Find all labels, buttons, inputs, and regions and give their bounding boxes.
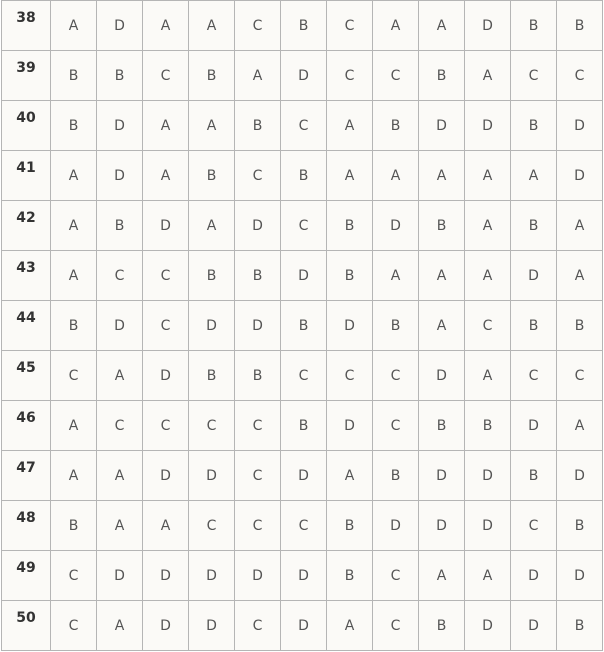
answer-cell: D: [143, 201, 189, 251]
answer-cell: B: [327, 201, 373, 251]
table-row: [2, 1, 603, 51]
question-number: 42: [2, 201, 51, 251]
answer-cell: C: [235, 151, 281, 201]
answer-cell: D: [557, 451, 603, 501]
answer-cell: C: [189, 501, 235, 551]
answer-cell: A: [557, 251, 603, 301]
table-row: [2, 551, 603, 601]
answer-cell: C: [51, 601, 97, 651]
answer-cell: B: [189, 251, 235, 301]
answer-cell: A: [327, 101, 373, 151]
answer-cell: A: [51, 1, 97, 51]
answer-cell: A: [143, 101, 189, 151]
answer-cell: D: [97, 101, 143, 151]
answer-cell: C: [143, 51, 189, 101]
answer-cell: C: [511, 351, 557, 401]
answer-cell: B: [327, 551, 373, 601]
question-number: 39: [2, 51, 51, 101]
answer-cell: B: [281, 401, 327, 451]
answer-cell: B: [419, 201, 465, 251]
question-number: 50: [2, 601, 51, 651]
answer-cell: D: [143, 601, 189, 651]
answer-cell: D: [143, 351, 189, 401]
answer-cell: B: [419, 401, 465, 451]
answer-cell: B: [511, 201, 557, 251]
answer-cell: C: [373, 551, 419, 601]
answer-cell: A: [189, 101, 235, 151]
answer-cell: B: [557, 601, 603, 651]
answer-cell: D: [281, 51, 327, 101]
question-number: 38: [2, 1, 51, 51]
answer-cell: A: [51, 251, 97, 301]
answer-cell: D: [511, 251, 557, 301]
answer-cell: C: [327, 1, 373, 51]
answer-cell: D: [97, 151, 143, 201]
table-row: [2, 601, 603, 651]
answer-cell: C: [511, 501, 557, 551]
answer-cell: B: [51, 51, 97, 101]
table-row: [2, 451, 603, 501]
answer-cell: D: [189, 301, 235, 351]
answer-cell: B: [97, 201, 143, 251]
answer-cell: D: [465, 1, 511, 51]
answer-cell: B: [373, 101, 419, 151]
answer-cell: A: [51, 451, 97, 501]
answer-cell: C: [189, 401, 235, 451]
answer-cell: D: [419, 101, 465, 151]
answer-cell: D: [235, 551, 281, 601]
table-row: [2, 501, 603, 551]
answer-cell: A: [51, 201, 97, 251]
answer-cell: D: [557, 101, 603, 151]
answer-cell: D: [511, 601, 557, 651]
answer-cell: A: [419, 251, 465, 301]
answer-cell: A: [419, 301, 465, 351]
answer-cell: C: [373, 51, 419, 101]
answer-cell: D: [327, 401, 373, 451]
answer-cell: D: [97, 551, 143, 601]
answer-key-table: [1, 0, 603, 651]
answer-cell: C: [281, 351, 327, 401]
answer-cell: C: [97, 251, 143, 301]
answer-cell: C: [51, 551, 97, 601]
answer-cell: A: [373, 151, 419, 201]
answer-cell: D: [511, 551, 557, 601]
question-number: 44: [2, 301, 51, 351]
answer-cell: B: [465, 401, 511, 451]
answer-cell: B: [189, 351, 235, 401]
question-number: 43: [2, 251, 51, 301]
question-number: 41: [2, 151, 51, 201]
answer-cell: C: [557, 351, 603, 401]
answer-cell: C: [143, 301, 189, 351]
answer-cell: A: [419, 1, 465, 51]
answer-cell: A: [465, 251, 511, 301]
answer-cell: D: [281, 451, 327, 501]
answer-cell: A: [51, 401, 97, 451]
question-number: 48: [2, 501, 51, 551]
answer-cell: C: [465, 301, 511, 351]
answer-cell: B: [557, 301, 603, 351]
answer-cell: D: [281, 551, 327, 601]
answer-cell: A: [327, 451, 373, 501]
answer-cell: D: [189, 601, 235, 651]
answer-cell: C: [97, 401, 143, 451]
answer-cell: D: [511, 401, 557, 451]
answer-cell: A: [97, 451, 143, 501]
answer-cell: B: [511, 451, 557, 501]
answer-cell: D: [557, 551, 603, 601]
answer-cell: A: [143, 501, 189, 551]
answer-cell: C: [235, 501, 281, 551]
answer-cell: D: [465, 101, 511, 151]
answer-cell: A: [465, 551, 511, 601]
answer-cell: C: [235, 601, 281, 651]
answer-cell: D: [189, 551, 235, 601]
answer-cell: A: [465, 51, 511, 101]
answer-cell: A: [327, 601, 373, 651]
answer-cell: A: [511, 151, 557, 201]
table-row: [2, 251, 603, 301]
answer-cell: A: [557, 201, 603, 251]
question-number: 46: [2, 401, 51, 451]
answer-cell: C: [373, 351, 419, 401]
table-row: [2, 401, 603, 451]
table-row: [2, 51, 603, 101]
answer-cell: B: [281, 151, 327, 201]
answer-cell: A: [97, 501, 143, 551]
question-number: 40: [2, 101, 51, 151]
answer-key-body: [2, 1, 603, 651]
answer-cell: B: [327, 251, 373, 301]
answer-cell: A: [327, 151, 373, 201]
answer-cell: B: [373, 451, 419, 501]
answer-cell: A: [189, 1, 235, 51]
answer-cell: B: [511, 101, 557, 151]
question-number: 45: [2, 351, 51, 401]
answer-cell: B: [189, 151, 235, 201]
table-row: [2, 151, 603, 201]
answer-cell: D: [419, 501, 465, 551]
answer-cell: C: [281, 201, 327, 251]
answer-cell: C: [143, 251, 189, 301]
answer-cell: B: [511, 1, 557, 51]
question-number: 47: [2, 451, 51, 501]
answer-cell: A: [419, 551, 465, 601]
answer-cell: A: [189, 201, 235, 251]
answer-cell: A: [143, 1, 189, 51]
question-number: 49: [2, 551, 51, 601]
answer-cell: B: [51, 501, 97, 551]
answer-cell: A: [97, 351, 143, 401]
answer-cell: D: [97, 301, 143, 351]
answer-cell: D: [235, 201, 281, 251]
answer-cell: C: [557, 51, 603, 101]
answer-cell: D: [281, 601, 327, 651]
answer-cell: D: [97, 1, 143, 51]
answer-cell: A: [97, 601, 143, 651]
answer-key-container: [1, 0, 603, 651]
answer-cell: B: [51, 301, 97, 351]
answer-cell: B: [511, 301, 557, 351]
answer-cell: A: [373, 251, 419, 301]
table-row: [2, 351, 603, 401]
answer-cell: D: [465, 501, 511, 551]
answer-cell: D: [281, 251, 327, 301]
answer-cell: D: [373, 501, 419, 551]
answer-cell: A: [235, 51, 281, 101]
answer-cell: D: [419, 451, 465, 501]
answer-cell: B: [373, 301, 419, 351]
answer-cell: B: [51, 101, 97, 151]
answer-cell: B: [281, 1, 327, 51]
answer-cell: D: [327, 301, 373, 351]
answer-cell: B: [419, 51, 465, 101]
answer-cell: A: [51, 151, 97, 201]
answer-cell: B: [557, 501, 603, 551]
answer-cell: D: [373, 201, 419, 251]
answer-cell: C: [143, 401, 189, 451]
answer-cell: D: [557, 151, 603, 201]
answer-cell: C: [511, 51, 557, 101]
answer-cell: B: [281, 301, 327, 351]
answer-cell: A: [143, 151, 189, 201]
answer-cell: A: [465, 351, 511, 401]
answer-cell: B: [235, 351, 281, 401]
answer-cell: D: [235, 301, 281, 351]
table-row: [2, 201, 603, 251]
answer-cell: C: [235, 401, 281, 451]
answer-cell: D: [143, 451, 189, 501]
answer-cell: C: [281, 501, 327, 551]
answer-cell: B: [235, 101, 281, 151]
answer-cell: A: [373, 1, 419, 51]
answer-cell: B: [557, 1, 603, 51]
answer-cell: C: [281, 101, 327, 151]
answer-cell: A: [465, 151, 511, 201]
answer-cell: B: [419, 601, 465, 651]
answer-cell: B: [235, 251, 281, 301]
table-row: [2, 301, 603, 351]
answer-cell: D: [143, 551, 189, 601]
answer-cell: A: [465, 201, 511, 251]
answer-cell: A: [419, 151, 465, 201]
answer-cell: D: [189, 451, 235, 501]
answer-cell: B: [97, 51, 143, 101]
answer-cell: C: [373, 601, 419, 651]
answer-cell: D: [465, 451, 511, 501]
answer-cell: D: [465, 601, 511, 651]
answer-cell: C: [327, 51, 373, 101]
answer-cell: C: [235, 451, 281, 501]
answer-cell: D: [419, 351, 465, 401]
answer-cell: C: [51, 351, 97, 401]
answer-cell: B: [327, 501, 373, 551]
answer-cell: A: [557, 401, 603, 451]
answer-cell: B: [189, 51, 235, 101]
table-row: [2, 101, 603, 151]
answer-cell: C: [373, 401, 419, 451]
answer-cell: C: [235, 1, 281, 51]
answer-cell: C: [327, 351, 373, 401]
